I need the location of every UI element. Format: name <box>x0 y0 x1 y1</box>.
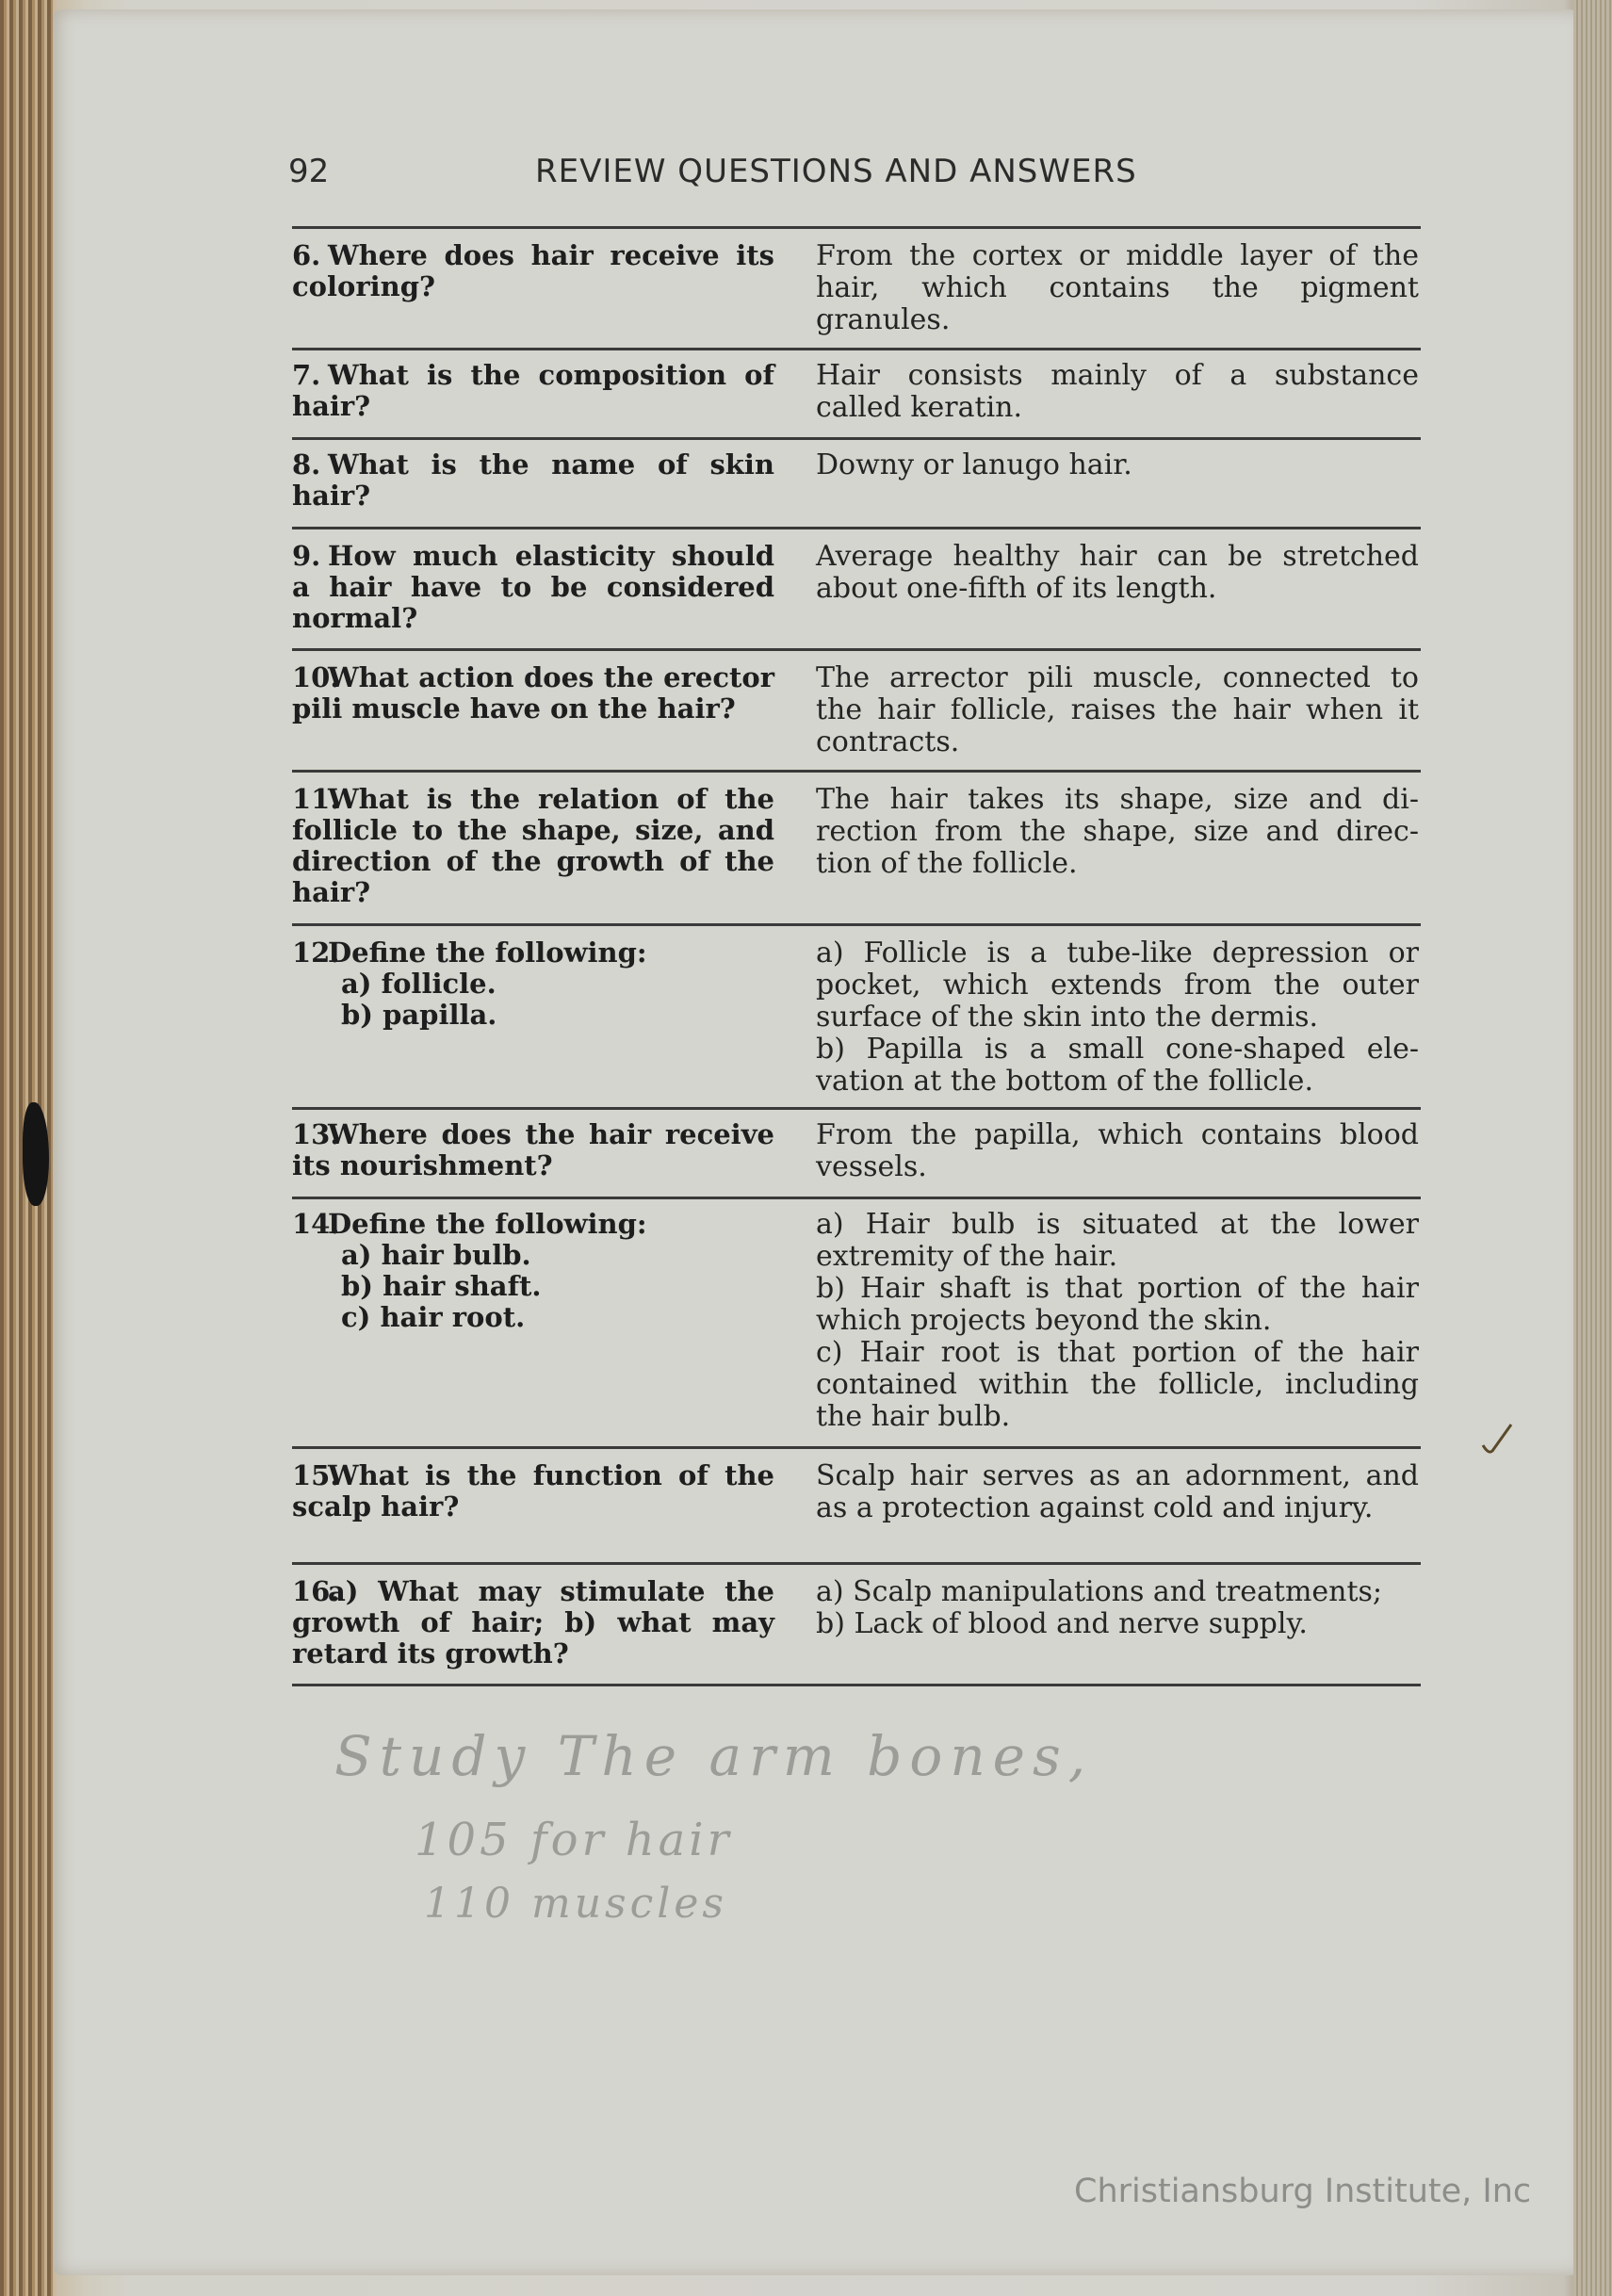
question-text: Where does the hair receive its nourishment? <box>292 1118 774 1181</box>
answer-13: From the papilla, which contains blood vessels. <box>816 1118 1419 1183</box>
question-text: Define the following: <box>328 1208 647 1240</box>
qa-row-9 <box>292 529 1421 648</box>
qa-row-13 <box>292 1110 1421 1197</box>
qa-row-15 <box>292 1449 1421 1562</box>
question-text: What is the relation of the follicle to the shape, size, and direction of the growth of the hair? <box>292 783 774 908</box>
question-number: 9. <box>292 540 321 572</box>
answer-8: Downy or lanugo hair. <box>816 448 1132 481</box>
question-10 <box>292 662 774 725</box>
answer-line: b) Papilla is a small cone-shaped ele-vation at the bottom of the follicle. <box>816 1033 1419 1098</box>
answer-6: From the cortex or middle layer of the hair, which contains the pigment granules. <box>816 239 1419 336</box>
answer-15: Scalp hair serves as an adornment, and as a protection against cold and injury. <box>816 1459 1419 1524</box>
answer-10: The arrector pili muscle, connected to the hair follicle, raises the hair when it contracts. <box>816 661 1419 758</box>
answer-line: a) Scalp manipulations and treatments; <box>816 1575 1383 1608</box>
qa-row-12 <box>292 926 1421 1107</box>
question-6 <box>292 240 774 302</box>
handwritten-note-line1: Study The arm bones, <box>334 1724 1094 1788</box>
question-15 <box>292 1460 774 1523</box>
page-stack-edge <box>1573 0 1612 2296</box>
question-8 <box>292 449 774 512</box>
answer-12 <box>816 937 1419 1098</box>
answer-line: c) Hair root is that portion of the hair contained within the follicle, including the hair bulb. <box>816 1336 1419 1433</box>
answer-line: a) Follicle is a tube-like depression or pocket, which extends from the outer surface of the skin into the dermis. <box>816 936 1419 1034</box>
question-number: 12. <box>292 936 340 969</box>
question-number: 10. <box>292 661 340 693</box>
watermark: Christiansburg Institute, Inc <box>1074 2173 1532 2210</box>
question-number: 7. <box>292 359 321 391</box>
rule-bottom <box>292 1684 1421 1686</box>
question-subitem: c) hair root. <box>341 1301 526 1333</box>
answer-11: The hair takes its shape, size and di-rection from the shape, size and direc-tion of the follicle. <box>816 783 1419 880</box>
question-text: What is the composition of hair? <box>292 359 774 422</box>
question-16 <box>292 1576 774 1669</box>
answer-9: Average healthy hair can be stretched about one-fifth of its length. <box>816 540 1419 605</box>
answer-7: Hair consists mainly of a substance called keratin. <box>816 359 1419 424</box>
pencil-tick-mark-icon <box>1479 1423 1517 1460</box>
answer-14 <box>816 1209 1419 1433</box>
running-head: REVIEW QUESTIONS AND ANSWERS <box>535 153 1137 190</box>
question-text: What action does the erector pili muscle have on the hair? <box>292 661 774 725</box>
question-subitem: b) papilla. <box>341 999 497 1031</box>
question-number: 13. <box>292 1118 340 1150</box>
answer-line: b) Lack of blood and nerve supply. <box>816 1607 1308 1640</box>
qa-row-8 <box>292 440 1421 527</box>
question-text: What is the function of the scalp hair? <box>292 1459 774 1523</box>
question-text: a) What may stimulate the growth of hair; b) what may retard its growth? <box>292 1575 774 1669</box>
qa-row-16 <box>292 1565 1421 1684</box>
question-14 <box>292 1209 774 1333</box>
page-header <box>288 153 1419 200</box>
qa-row-7 <box>292 350 1421 437</box>
question-text: How much elasticity should a hair have to be considered normal? <box>292 540 774 634</box>
question-number: 6. <box>292 239 321 271</box>
question-text: Define the following: <box>328 936 647 969</box>
page-number: 92 <box>288 153 330 190</box>
answer-16 <box>816 1576 1419 1640</box>
question-number: 15. <box>292 1459 340 1491</box>
question-11 <box>292 784 774 908</box>
question-number: 16. <box>292 1575 340 1607</box>
question-7 <box>292 360 774 422</box>
question-number: 8. <box>292 448 321 480</box>
question-subitem: a) hair bulb. <box>341 1239 531 1271</box>
qa-row-11 <box>292 773 1421 923</box>
question-9 <box>292 541 774 634</box>
question-subitem: a) follicle. <box>341 968 497 1000</box>
qa-row-6 <box>292 229 1421 348</box>
handwritten-note-line2: 105 for hair <box>415 1814 733 1866</box>
question-text: Where does hair receive its coloring? <box>292 239 774 302</box>
question-12 <box>292 937 774 1031</box>
question-text: What is the name of skin hair? <box>292 448 774 512</box>
handwritten-note-line3: 110 muscles <box>424 1880 727 1928</box>
question-number: 14. <box>292 1208 340 1240</box>
question-subitem: b) hair shaft. <box>341 1270 542 1302</box>
qa-row-10 <box>292 651 1421 770</box>
question-number: 11. <box>292 783 340 815</box>
question-13 <box>292 1119 774 1181</box>
qa-table <box>292 226 1421 1686</box>
answer-line: a) Hair bulb is situated at the lower extremity of the hair. <box>816 1208 1419 1273</box>
answer-line: b) Hair shaft is that portion of the hair which projects beyond the skin. <box>816 1272 1419 1337</box>
qa-row-14 <box>292 1199 1421 1446</box>
